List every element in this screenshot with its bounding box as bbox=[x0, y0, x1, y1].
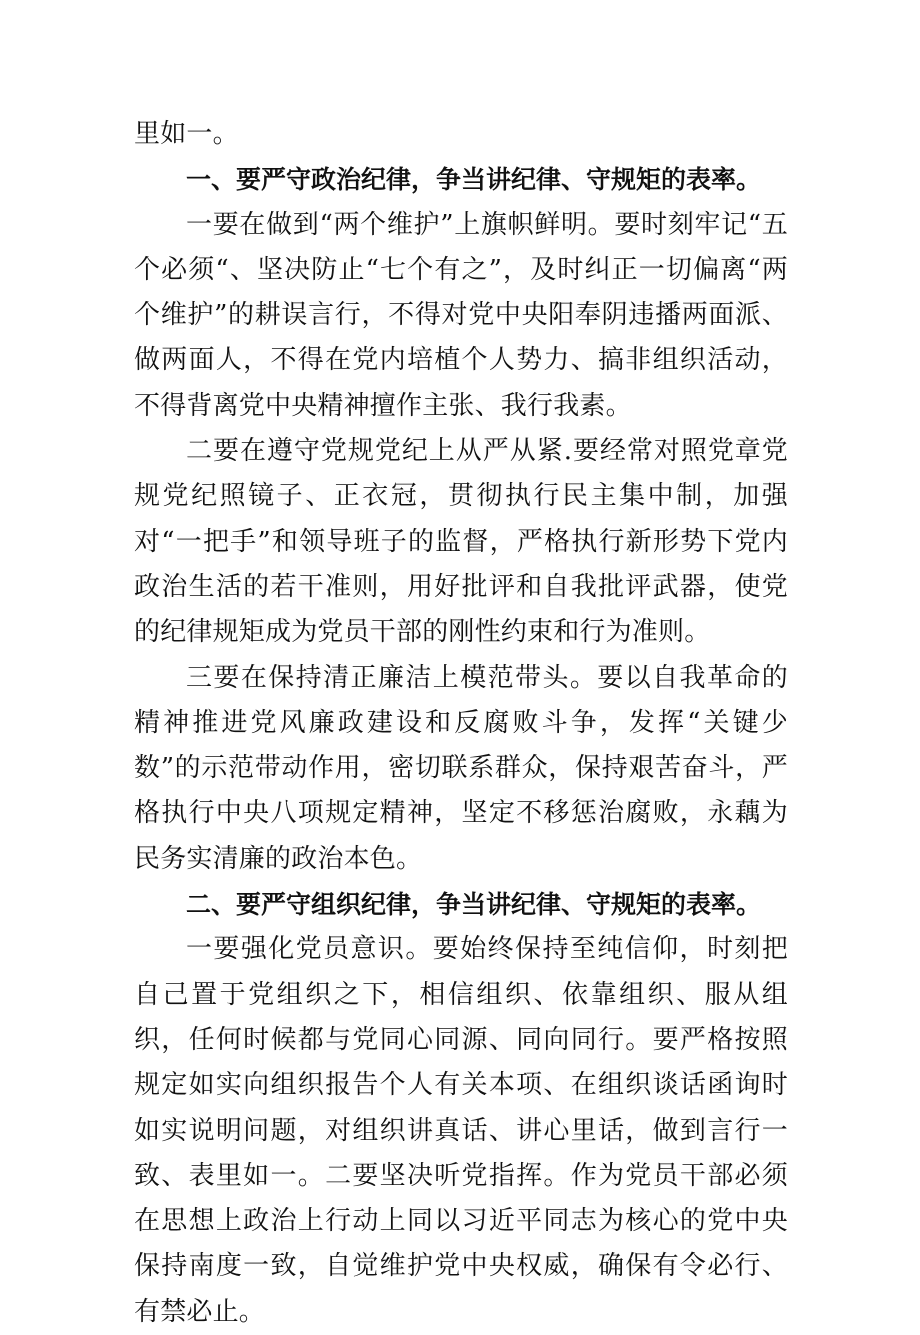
section-one-paragraph-1: 一要在做到“两个维护”上旗帜鲜明。要时刻牢记“五个必须“、坚决防止“七个有之”，及时纠正一切偏离“两个维护”的耕误言行，不得对党中央阳奉阴违播两面派、做两面人，不得在党内培植个人势力、搞非组织活动，不得背离党中央精神擅作主张、我行我素。 bbox=[134, 209, 788, 421]
document-body bbox=[134, 112, 788, 1335]
section-one-heading: 一、要严守政治纪律，争当讲纪律、守规矩的表率。 bbox=[186, 165, 762, 195]
section-one-paragraph-3: 三要在保持清正廉洁上模范带头。要以自我革命的精神推进党风廉政建设和反腐败斗争，发挥“关键少数”的示范带动作用，密切联系群众，保持艰苦奋斗，严格执行中央八项规定精神，坚定不移惩治腐败，永藕为民务实清廉的政治本色。 bbox=[134, 662, 788, 874]
section-two-heading: 二、要严守组织纪律，争当讲纪律、守规矩的表率。 bbox=[186, 890, 762, 920]
section-one-paragraph-2: 二要在遵守党规党纪上从严从紧.要经常对照党章党规党纪照镜子、正衣冠，贯彻执行民主集中制，加强对“一把手”和领导班子的监督，严格执行新形势下党内政治生活的若干准则，用好批评和自我批评武器，使党的纪律规矩成为党员干部的刚性约束和行为准则。 bbox=[134, 436, 788, 648]
lead-fragment: 里如一。 bbox=[134, 119, 239, 149]
section-two-paragraph-1: 一要强化党员意识。要始终保持至纯信仰，时刻把自己置于党组织之下，相信组织、依靠组织、服从组织，任何时候都与党同心同源、同向同行。要严格按照规定如实向组织报告个人有关本项、在组织谈话函询时如实说明问题，对组织讲真话、讲心里话，做到言行一致、表里如一。二要坚决听党指挥。作为党员干部必须在思想上政治上行动上同以习近平同志为核心的党中央保持南度一致，自觉维护党中央权威，确保有令必行、有禁必止。 bbox=[134, 934, 788, 1327]
